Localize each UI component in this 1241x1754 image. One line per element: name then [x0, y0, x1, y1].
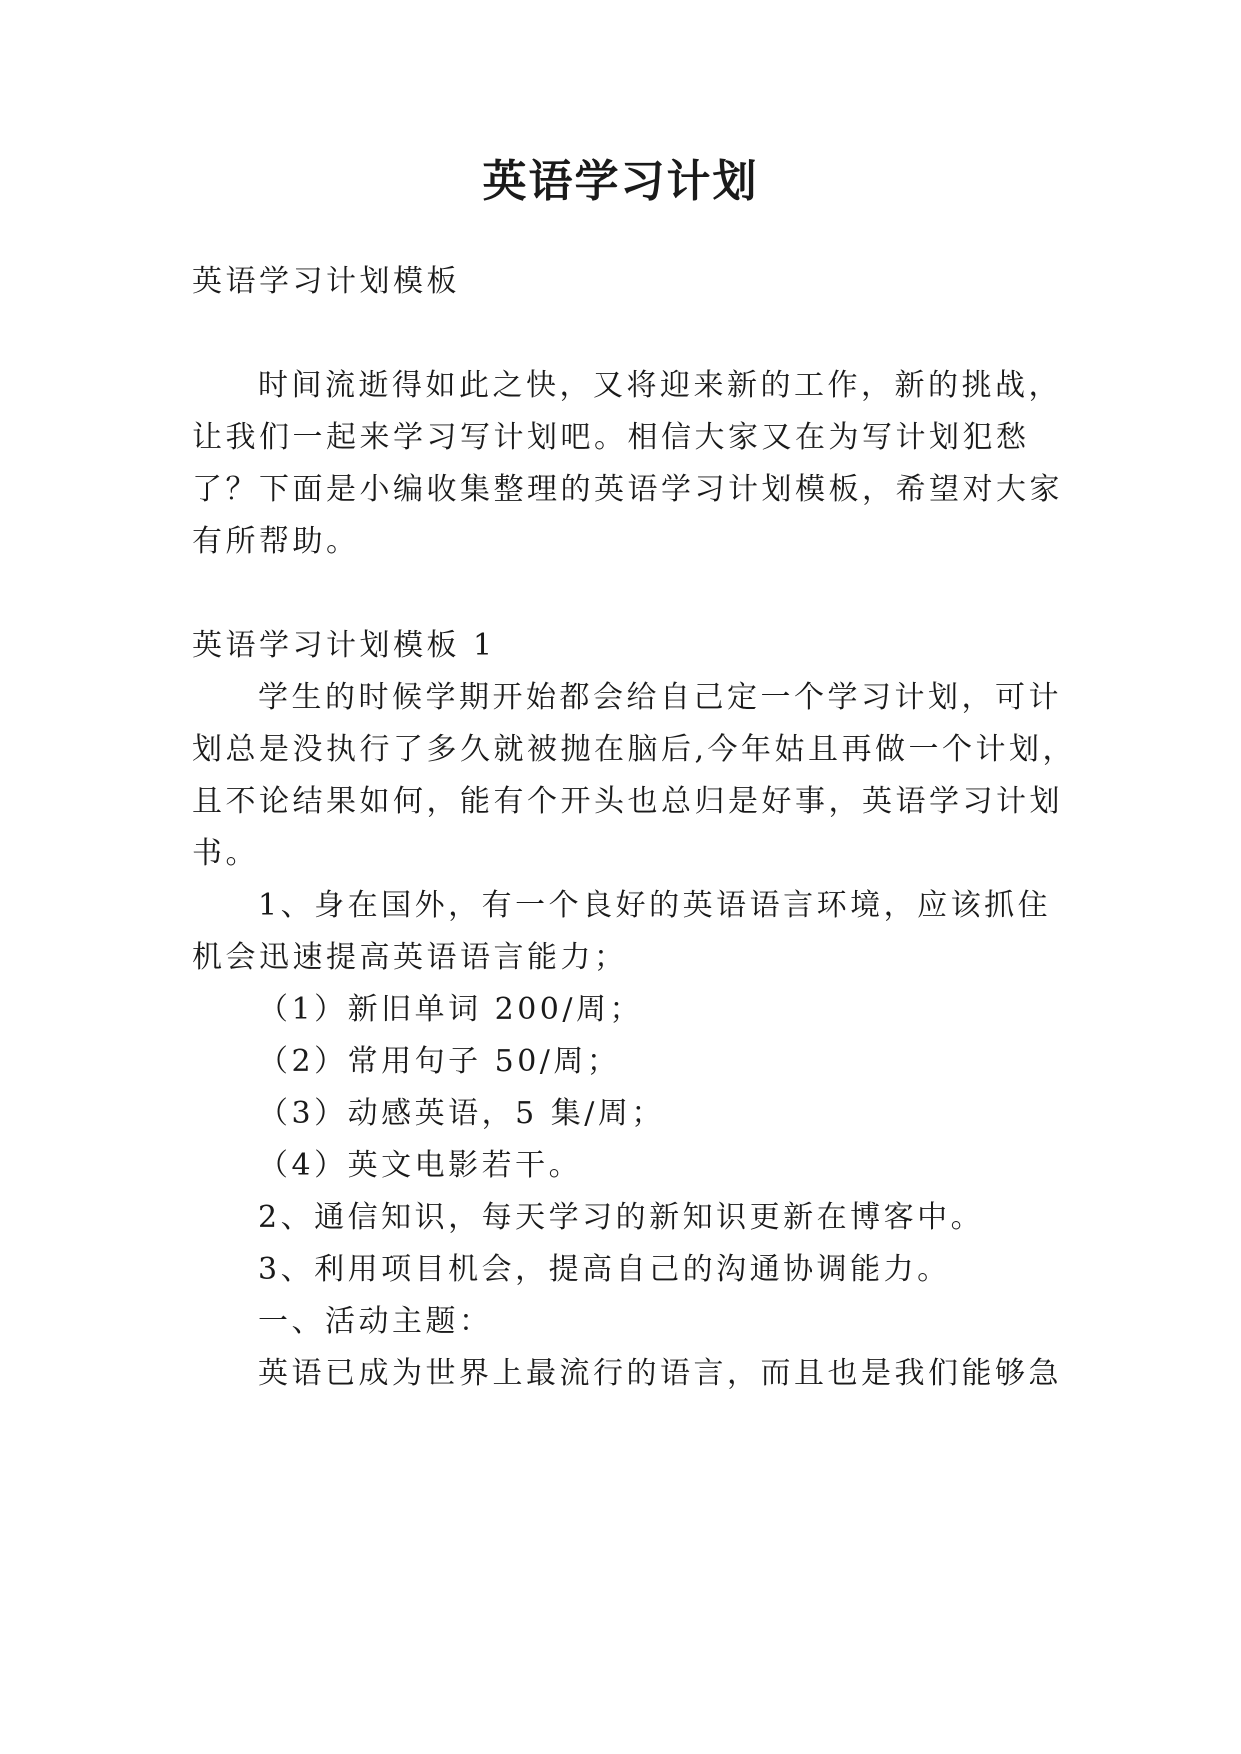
paragraph-line: 让我们一起来学习写计划吧。相信大家又在为写计划犯愁	[192, 420, 1030, 455]
paragraph-line: 2、通信知识，每天学习的新知识更新在博客中。	[258, 1200, 985, 1235]
paragraph-line: 1、身在国外，有一个良好的英语语言环境，应该抓住	[258, 888, 1052, 923]
paragraph-line: 英语已成为世界上最流行的语言，而且也是我们能够急	[258, 1356, 1062, 1391]
paragraph-line: 且不论结果如何，能有个开头也总归是好事，英语学习计划	[192, 784, 1063, 819]
paragraph-line: 划总是没执行了多久就被抛在脑后,今年姑且再做一个计划，	[192, 732, 1077, 767]
section-heading: 一、活动主题：	[258, 1304, 493, 1339]
paragraph-line: 机会迅速提高英语语言能力；	[192, 940, 628, 975]
paragraph-line: 了？下面是小编收集整理的英语学习计划模板，希望对大家	[192, 472, 1063, 507]
paragraph-line: 书。	[192, 836, 259, 871]
list-item: （3）动感英语，5 集/周；	[258, 1096, 665, 1131]
paragraph-line: 3、利用项目机会，提高自己的沟通协调能力。	[258, 1252, 951, 1287]
list-item: （1）新旧单词 200/周；	[258, 992, 643, 1027]
paragraph-line: 时间流逝得如此之快，又将迎来新的工作，新的挑战，	[258, 368, 1062, 403]
list-item: （2）常用句子 50/周；	[258, 1044, 621, 1079]
section-heading: 英语学习计划模板 1	[192, 628, 496, 663]
list-item: （4）英文电影若干。	[258, 1148, 583, 1183]
section-heading: 英语学习计划模板	[192, 264, 460, 299]
paragraph-line: 有所帮助。	[192, 524, 360, 559]
document-title: 英语学习计划	[482, 156, 759, 207]
paragraph-line: 学生的时候学期开始都会给自己定一个学习计划，可计	[258, 680, 1062, 715]
